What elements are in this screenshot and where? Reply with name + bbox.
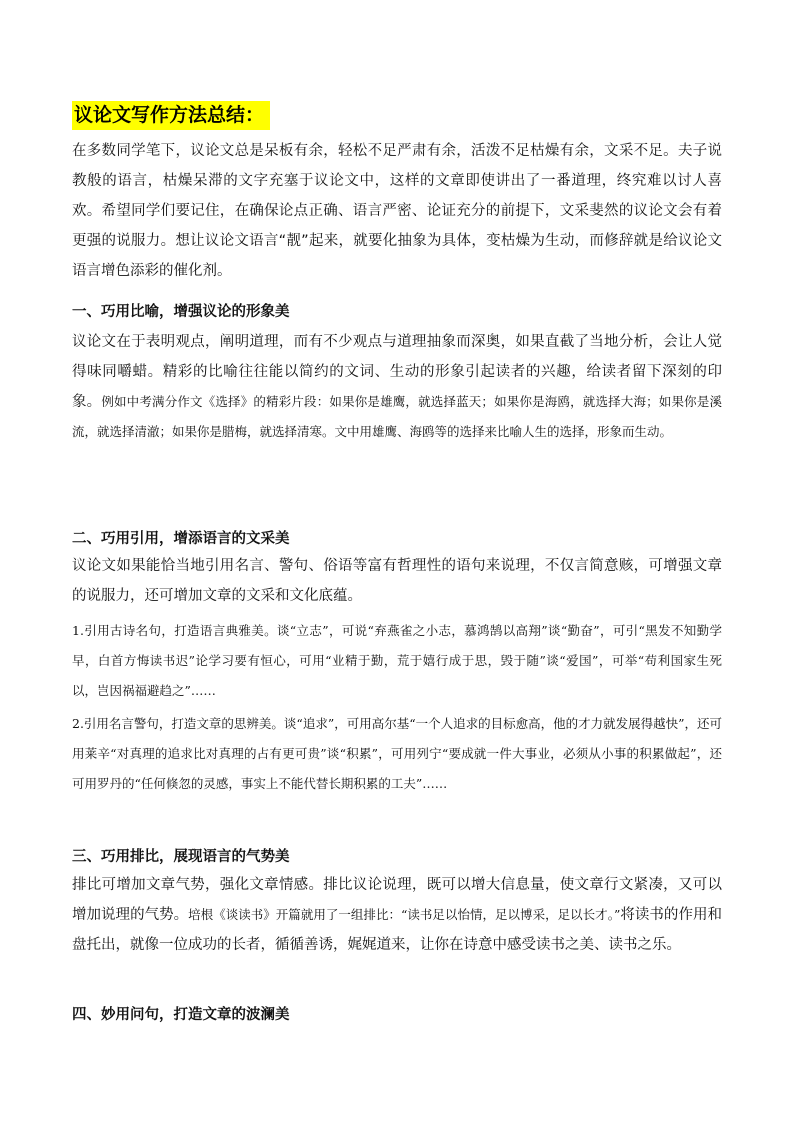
section-metaphor-example: 例如中考满分作文《选择》的精彩片段：如果你是雄鹰，就选择蓝天；如果你是海鸥，就选择大海；如果你是溪流，就选择清澈；如果你是腊梅，就选择清寒。文中用雄鹰、海鸥等的选择来比喻人生的选择，形象而生动。 xyxy=(72,394,722,439)
quotation-item-2: 2.引用名言警句，打造文章的思辨美。谈“追求”，可用高尔基“一个人追求的目标愈高，他的才力就发展得越快”，还可用莱辛“对真理的追求比对真理的占有更可贵”谈“积累”，可用列宁“要成就一件大事业，必须从小事的积累做起”，还可用罗丹的“任何倏忽的灵感，事实上不能代替长期积累的工夫”…… xyxy=(72,716,722,791)
section-parallelism-text-1: 排比可增加文章气势，强化文章情感。排比议论说理，既可以增大信息量，使文章行文紧凑，又可以增加说理的气势。 xyxy=(72,877,722,923)
section-metaphor-body xyxy=(72,327,722,447)
intro-paragraph: 在多数同学笔下，议论文总是呆板有余，轻松不足严肃有余，活泼不足枯燥有余，文采不足。夫子说教般的语言，枯燥呆滞的文字充塞于议论文中，这样的文章即使讲出了一番道理，终究难以讨人喜欢。希望同学们要记住，在确保论点正确、语言严密、论证充分的前提下，文采斐然的议论文会有着更强的说服力。想让议论文语言“靓”起来，就要化抽象为具体，变枯燥为生动，而修辞就是给议论文语言增色添彩的催化剂。 xyxy=(72,143,722,279)
section-heading-metaphor: 一、巧用比喻，增强议论的形象美 xyxy=(72,304,290,320)
section-heading-parallelism: 三、巧用排比，展现语言的气势美 xyxy=(72,849,290,865)
quotation-item-1: 1.引用古诗名句，打造语言典雅美。谈“立志”，可说“弃燕雀之小志，慕鸿鹄以高翔”谈“勤奋”，可引“黑发不知勤学早，白首方悔读书迟”论学习要有恒心，可用“业精于勤，荒于嬉行成于思，毁于随”谈“爱国”，可举“苟利国家生死以，岂因祸福避趋之”…… xyxy=(72,623,722,698)
section-parallelism-body xyxy=(72,870,722,960)
section-heading-quotation: 二、巧用引用，增添语言的文采美 xyxy=(72,531,290,547)
section-metaphor-text: 议论文在于表明观点，阐明道理，而有不少观点与道理抽象而深奥，如果直截了当地分析，会让人觉得味同嚼蜡。精彩的比喻往往能以简约的文词、生动的形象引起读者的兴趣，给读者留下深刻的印象。 xyxy=(72,334,722,410)
section-parallelism-text-2: 将读书的作用和盘托出，就像一位成功的长者，循循善诱，娓娓道来，让你在诗意中感受读书之美、读书之乐。 xyxy=(72,907,722,953)
document-title: 议论文写作方法总结： xyxy=(72,101,270,130)
section-quotation-body: 议论文如果能恰当地引用名言、警句、俗语等富有哲理性的语句来说理，不仅言简意赅，可增强文章的说服力，还可增加文章的文采和文化底蕴。 xyxy=(72,558,722,604)
section-parallelism-quote: 培根《谈读书》开篇就用了一组排比：“读书足以怡情，足以博采，足以长才。” xyxy=(188,907,621,922)
section-heading-question: 四、妙用问句，打造文章的波澜美 xyxy=(72,1007,290,1023)
